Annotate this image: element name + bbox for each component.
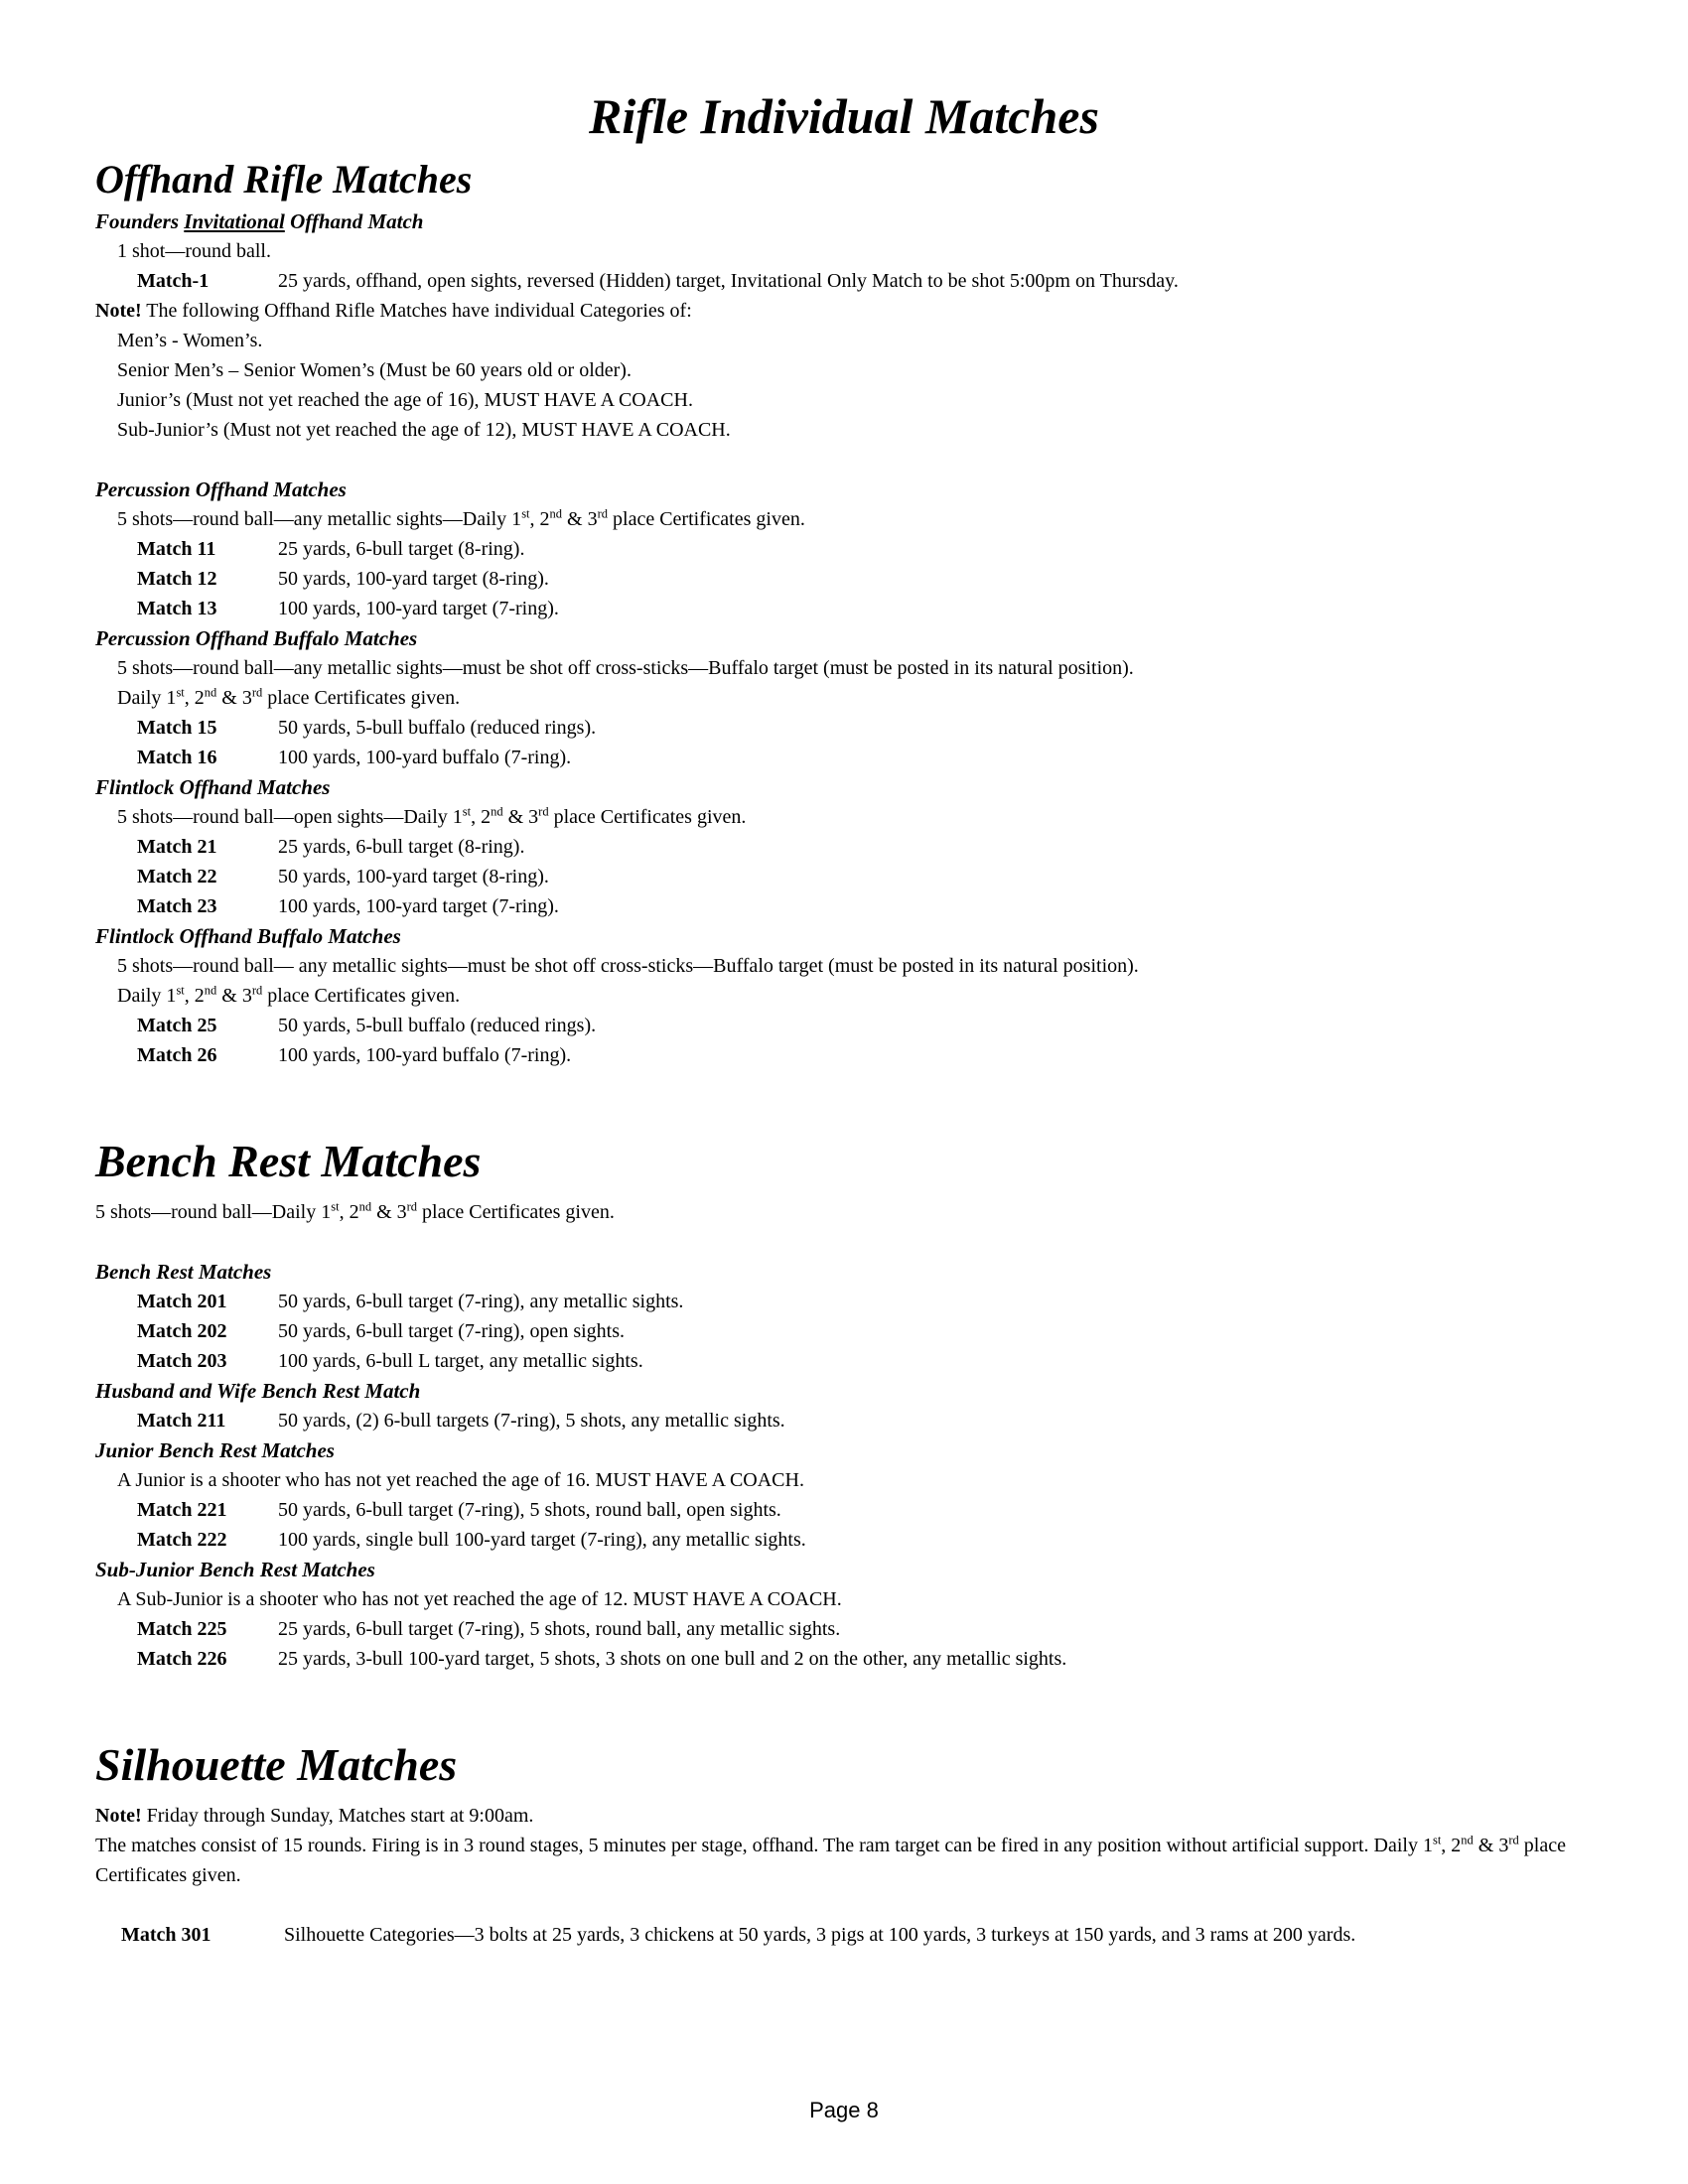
note-line: Note! The following Offhand Rifle Matches have individual Categories of: — [95, 300, 692, 322]
match-row — [95, 564, 1593, 594]
match-row — [95, 266, 1593, 296]
match-label: Match 15 — [137, 717, 217, 739]
match-row — [95, 713, 1593, 743]
subsection-sub-junior-bench-rest: Sub-Junior Bench Rest Matches — [95, 1558, 375, 1581]
match-desc: 25 yards, 6-bull target (7-ring), 5 shots, round ball, any metallic sights. — [278, 1618, 841, 1640]
match-row — [95, 1011, 1593, 1040]
category-line: Men’s - Women’s. — [117, 330, 263, 351]
subsection-husband-wife: Husband and Wife Bench Rest Match — [95, 1379, 421, 1403]
match-desc: 50 yards, 5-bull buffalo (reduced rings). — [278, 717, 597, 739]
section-silhouette-matches — [95, 1735, 1593, 1950]
match-row — [95, 832, 1593, 862]
body-line: A Junior is a shooter who has not yet reached the age of 16. MUST HAVE A COACH. — [117, 1469, 804, 1491]
match-desc: Silhouette Categories—3 bolts at 25 yards, 3 chickens at 50 yards, 3 pigs at 100 yards, 3 turkeys at 150 yards, and 3 rams at 200 yards. — [284, 1924, 1356, 1946]
body-line: 5 shots—round ball— any metallic sights—must be shot off cross-sticks—Buffalo target (must be posted in its natural position). — [117, 955, 1139, 977]
match-label: Match 16 — [137, 747, 217, 768]
match-label: Match 226 — [137, 1648, 227, 1670]
subsection-percussion-buffalo: Percussion Offhand Buffalo Matches — [95, 626, 418, 650]
match-label: Match 12 — [137, 568, 217, 590]
match-desc: 100 yards, 100-yard target (7-ring). — [278, 598, 559, 619]
match-label: Match 203 — [137, 1350, 227, 1372]
section-heading-silhouette: Silhouette Matches — [95, 1739, 458, 1790]
match-label: Match 222 — [137, 1529, 227, 1551]
category-line: Sub-Junior’s (Must not yet reached the age of 12), MUST HAVE A COACH. — [117, 419, 731, 441]
match-label: Match 211 — [137, 1410, 226, 1432]
match-label: Match 26 — [137, 1044, 217, 1066]
match-desc: 50 yards, (2) 6-bull targets (7-ring), 5 shots, any metallic sights. — [278, 1410, 785, 1432]
match-row — [95, 1920, 1593, 1950]
match-desc: 25 yards, offhand, open sights, reversed (Hidden) target, Invitational Only Match to be shot 5:00pm on Thursday. — [278, 270, 1179, 292]
match-label: Match 13 — [137, 598, 217, 619]
page-number: Page 8 — [809, 2098, 879, 2122]
match-row — [95, 1495, 1593, 1525]
subsection-founders-invitational: Founders Invitational Offhand Match — [95, 209, 424, 233]
body-line: A Sub-Junior is a shooter who has not yet reached the age of 12. MUST HAVE A COACH. — [117, 1588, 842, 1610]
subsection-junior-bench-rest: Junior Bench Rest Matches — [95, 1438, 335, 1462]
subsection-bench-rest: Bench Rest Matches — [95, 1260, 272, 1284]
match-row — [95, 1406, 1593, 1435]
match-desc: 25 yards, 3-bull 100-yard target, 5 shots, 3 shots on one bull and 2 on the other, any metallic sights. — [278, 1648, 1067, 1670]
section-bench-rest-matches — [95, 1132, 1593, 1674]
body-line: 5 shots—round ball—any metallic sights—Daily 1st, 2nd & 3rd place Certificates given. — [117, 506, 805, 530]
spacer — [95, 1227, 1593, 1257]
body-line: 5 shots—round ball—open sights—Daily 1st, 2nd & 3rd place Certificates given. — [117, 804, 747, 828]
match-row — [95, 743, 1593, 772]
match-row — [95, 1644, 1593, 1674]
section-offhand-rifle-matches — [95, 153, 1593, 1070]
match-desc: 50 yards, 100-yard target (8-ring). — [278, 568, 549, 590]
body-line: Daily 1st, 2nd & 3rd place Certificates given. — [117, 685, 461, 709]
match-label: Match 301 — [121, 1924, 211, 1946]
spacer — [95, 445, 1593, 475]
subsection-flintlock-offhand: Flintlock Offhand Matches — [95, 775, 331, 799]
match-label: Match 25 — [137, 1015, 217, 1036]
match-desc: 50 yards, 100-yard target (8-ring). — [278, 866, 549, 887]
note-line: Note! Friday through Sunday, Matches start at 9:00am. — [95, 1805, 534, 1827]
body-line: 1 shot—round ball. — [117, 240, 271, 262]
match-row — [95, 891, 1593, 921]
match-row — [95, 862, 1593, 891]
page-title: Rifle Individual Matches — [589, 88, 1099, 144]
match-row — [95, 594, 1593, 623]
match-label: Match 201 — [137, 1291, 227, 1312]
match-desc: 100 yards, 100-yard target (7-ring). — [278, 895, 559, 917]
match-desc: 25 yards, 6-bull target (8-ring). — [278, 836, 525, 858]
match-label: Match 23 — [137, 895, 217, 917]
category-line: Senior Men’s – Senior Women’s (Must be 60 years old or older). — [117, 359, 632, 381]
match-desc: 50 yards, 6-bull target (7-ring), 5 shots, round ball, open sights. — [278, 1499, 781, 1521]
section-heading-offhand: Offhand Rifle Matches — [95, 157, 473, 202]
match-desc: 100 yards, 100-yard buffalo (7-ring). — [278, 747, 572, 768]
section-heading-bench-rest: Bench Rest Matches — [95, 1136, 482, 1186]
subsection-percussion-offhand: Percussion Offhand Matches — [95, 478, 347, 501]
match-row — [95, 534, 1593, 564]
subsection-flintlock-buffalo: Flintlock Offhand Buffalo Matches — [95, 924, 401, 948]
match-desc: 100 yards, 6-bull L target, any metallic sights. — [278, 1350, 643, 1372]
match-desc: 50 yards, 6-bull target (7-ring), open sights. — [278, 1320, 626, 1342]
match-label: Match 21 — [137, 836, 217, 858]
match-row — [95, 1346, 1593, 1376]
match-desc: 25 yards, 6-bull target (8-ring). — [278, 538, 525, 560]
match-row — [95, 1525, 1593, 1555]
match-desc: 100 yards, single bull 100-yard target (7-ring), any metallic sights. — [278, 1529, 806, 1551]
match-label: Match-1 — [137, 270, 210, 292]
match-desc: 50 yards, 5-bull buffalo (reduced rings). — [278, 1015, 597, 1036]
category-line: Junior’s (Must not yet reached the age of 16), MUST HAVE A COACH. — [117, 389, 693, 411]
match-label: Match 225 — [137, 1618, 227, 1640]
body-line: Daily 1st, 2nd & 3rd place Certificates given. — [117, 983, 461, 1007]
match-row — [95, 1287, 1593, 1316]
match-label: Match 221 — [137, 1499, 227, 1521]
body-line: 5 shots—round ball—any metallic sights—must be shot off cross-sticks—Buffalo target (must be posted in its natural position). — [117, 657, 1134, 679]
match-row — [95, 1316, 1593, 1346]
match-label: Match 11 — [137, 538, 216, 560]
match-row — [95, 1614, 1593, 1644]
match-desc: 50 yards, 6-bull target (7-ring), any metallic sights. — [278, 1291, 684, 1312]
match-label: Match 202 — [137, 1320, 227, 1342]
match-label: Match 22 — [137, 866, 217, 887]
match-desc: 100 yards, 100-yard buffalo (7-ring). — [278, 1044, 572, 1066]
body-paragraph: The matches consist of 15 rounds. Firing is in 3 round stages, 5 minutes per stage, offhand. The ram target can be fired in any position without artificial support. Daily 1st, 2nd & 3rd place Certificates given. — [95, 1833, 1566, 1886]
match-row — [95, 1040, 1593, 1070]
body-line: 5 shots—round ball—Daily 1st, 2nd & 3rd place Certificates given. — [95, 1199, 615, 1223]
